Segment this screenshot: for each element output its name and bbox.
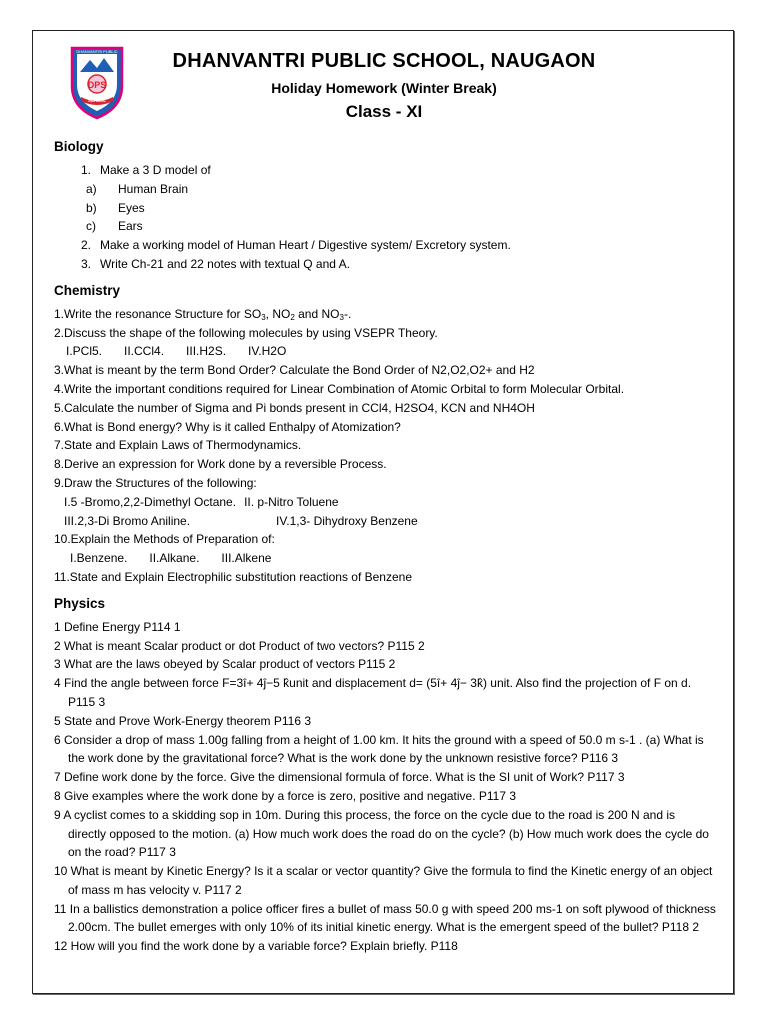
logo-top-text: DHANVANTRI PUBLIC [76, 49, 118, 54]
list-item: 5 State and Prove Work-Energy theorem P116 3 [54, 713, 312, 728]
list-item: I.5 -Bromo,2,2-Dimethyl Octane. II. p-Nitro Toluene [64, 494, 339, 509]
list-item: 12 How will you find the work done by a variable force? Explain briefly. P118 [54, 939, 458, 954]
biology-title: Biology [54, 139, 104, 154]
physics-title: Physics [54, 595, 106, 611]
list-item: 4 Find the angle between force F=3î+ 4ĵ−5 k̂unit and displacement d= (5î+ 4ĵ− 3k̂) unit. Also find the projection of F on d. P115 3 [54, 676, 692, 709]
list-item: 7.State and Explain Laws of Thermodynamics. [54, 438, 302, 453]
list-item: I.Benzene. II.Alkane. III.Alkene [70, 551, 272, 566]
list-item: 7 Define work done by the force. Give the dimensional formula of force. What is the SI unit of Work? P117 3 [54, 770, 625, 785]
list-item: 3.What is meant by the term Bond Order? Calculate the Bond Order of N2,O2,O2+ and H2 [54, 363, 535, 378]
list-item: 1.Write the resonance Structure for $SO_3$, $NO_2$ and $NO_3-$. [54, 306, 352, 322]
list-item: 8 Give examples where the work done by a force is zero, positive and negative. P117 3 [54, 788, 517, 803]
school-name: DHANVANTRI PUBLIC SCHOOL, NAUGAON [172, 50, 596, 72]
homework-content [54, 138, 716, 956]
list-item: 2.Discuss the shape of the following molecules by using VSEPR Theory. [54, 325, 438, 340]
list-item: a) Human Brain [86, 181, 189, 196]
list-item: 4.Write the important conditions required for Linear Combination of Atomic Orbital to form Molecular Orbital. [54, 381, 625, 396]
school-logo [66, 42, 128, 120]
list-item: 1. Make a 3 D model of [80, 163, 211, 177]
list-item: 9.Draw the Structures of the following: [54, 475, 257, 490]
list-item: 2 What is meant Scalar product or dot Product of two vectors? P115 2 [54, 638, 425, 653]
list-item: 2. Make a working model of Human Heart / Digestive system/ Excretory system. [80, 238, 511, 253]
list-item: III.2,3-Di Bromo Aniline. IV.1,3- Dihydroxy Benzene [64, 513, 418, 528]
list-item: 8.Derive an expression for Work done by a reversible Process. [54, 457, 387, 472]
list-item: 10 What is meant by Kinetic Energy? Is it a scalar or vector quantity? Give the formula to find the Kinetic energy of an object of mass m has velocity v. P117 2 [54, 864, 713, 897]
list-item: b) Eyes [86, 200, 145, 215]
logo-text: DPS [87, 80, 107, 90]
homework-subtitle: Holiday Homework (Winter Break) [271, 80, 497, 96]
class-title: Class - XI [345, 102, 423, 121]
list-item: 5.Calculate the number of Sigma and Pi bonds present in CCl4, H2SO4, KCN and NH4OH [54, 400, 535, 415]
list-item: c) Ears [86, 219, 143, 234]
logo-bottom-text: SCHOOL [88, 98, 106, 103]
list-item: 3. Write Ch-21 and 22 notes with textual Q and A. [80, 256, 350, 271]
list-item: 3 What are the laws obeyed by Scalar product of vectors P115 2 [54, 657, 396, 672]
list-item: 6 Consider a drop of mass 1.00g falling from a height of 1.00 km. It hits the ground with a speed of 50.0 m s-1 . (a) What is the work done by the gravitational force? What is the work done by the unknown resistive force? P116 3 [54, 732, 704, 766]
chemistry-title: Chemistry [54, 282, 121, 298]
list-item: 11.State and Explain Electrophilic substitution reactions of Benzene [54, 569, 412, 584]
list-item: 9 A cyclist comes to a skidding sop in 10m. During this process, the force on the cycle due to the road is 200 N and is directly opposed to the motion. (a) How much work does the road do on the cycle? (b) How much work does the cycle do on the road? P117 3 [54, 807, 709, 860]
list-item: 10.Explain the Methods of Preparation of: [54, 532, 275, 547]
list-item: I.PCl5. II.CCl4. III.H2S. IV.H2O [66, 344, 287, 359]
list-item: 6.What is Bond energy? Why is it called Enthalpy of Atomization? [54, 419, 401, 434]
list-item: 11 In a ballistics demonstration a police officer fires a bullet of mass 50.0 g with speed 200 ms-1 on soft plywood of thickness 2.00cm. The bullet emerges with only 10% of its initial kinetic energy. What is the emergent speed of the bullet? P118 2 [54, 901, 716, 935]
list-item: 1 Define Energy P114 1 [54, 619, 181, 634]
